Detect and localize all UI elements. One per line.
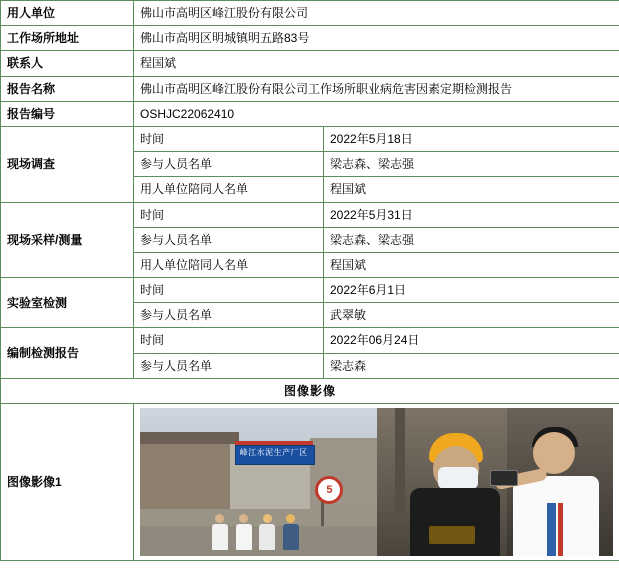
group-value-time: 2022年6月1日	[324, 278, 619, 303]
field-value-address: 佛山市高明区明城镇明五路83号	[134, 26, 619, 51]
table-row-images	[1, 404, 619, 561]
field-value-report-name: 佛山市高明区峰江股份有限公司工作场所职业病危害因素定期检测报告	[134, 76, 619, 101]
group-sublabel-time: 时间	[134, 202, 324, 227]
image-row-label: 图像影像1	[1, 404, 134, 561]
photo-factory-gate	[140, 408, 377, 556]
field-label-employer: 用人单位	[1, 1, 134, 26]
table-row	[1, 26, 619, 51]
field-value-report-no: OSHJC22062410	[134, 101, 619, 126]
group-value-participants: 武翠敏	[324, 303, 619, 328]
table-row	[1, 1, 619, 26]
group-label-sampling: 现场采样/测量	[1, 202, 134, 278]
group-value-time: 2022年5月31日	[324, 202, 619, 227]
factory-sign-text: 峰江水泥生产厂区	[239, 448, 308, 458]
group-sublabel-time: 时间	[134, 328, 324, 353]
field-label-address: 工作场所地址	[1, 26, 134, 51]
table-row	[1, 76, 619, 101]
field-value-contact: 程国斌	[134, 51, 619, 76]
group-sublabel-time: 时间	[134, 126, 324, 151]
table-row	[1, 126, 619, 151]
group-value-participants: 梁志森	[324, 353, 619, 378]
group-sublabel-participants: 参与人员名单	[134, 353, 324, 378]
speed-limit-sign: 5	[315, 476, 343, 504]
group-label-report-writing: 编制检测报告	[1, 328, 134, 378]
group-value-time: 2022年5月18日	[324, 126, 619, 151]
field-label-report-name: 报告名称	[1, 76, 134, 101]
group-sublabel-time: 时间	[134, 278, 324, 303]
group-sublabel-escorts: 用人单位陪同人名单	[134, 177, 324, 202]
table-row	[1, 202, 619, 227]
table-row	[1, 51, 619, 76]
group-value-time: 2022年06月24日	[324, 328, 619, 353]
group-sublabel-escorts: 用人单位陪同人名单	[134, 252, 324, 277]
group-label-lab-test: 实验室检测	[1, 278, 134, 328]
group-value-participants: 梁志森、梁志强	[324, 152, 619, 177]
group-label-site-survey: 现场调查	[1, 126, 134, 202]
group-value-escorts: 程国斌	[324, 177, 619, 202]
table-row	[1, 378, 619, 403]
table-row	[1, 278, 619, 303]
field-value-employer: 佛山市高明区峰江股份有限公司	[134, 1, 619, 26]
section-title-images: 图像影像	[1, 378, 619, 403]
group-sublabel-participants: 参与人员名单	[134, 303, 324, 328]
table-row	[1, 328, 619, 353]
image-cell	[134, 404, 619, 561]
group-sublabel-participants: 参与人员名单	[134, 227, 324, 252]
group-value-escorts: 程国斌	[324, 252, 619, 277]
field-label-contact: 联系人	[1, 51, 134, 76]
table-row	[1, 101, 619, 126]
photo-worker-sampling	[377, 408, 614, 556]
field-label-report-no: 报告编号	[1, 101, 134, 126]
group-value-participants: 梁志森、梁志强	[324, 227, 619, 252]
group-sublabel-participants: 参与人员名单	[134, 152, 324, 177]
